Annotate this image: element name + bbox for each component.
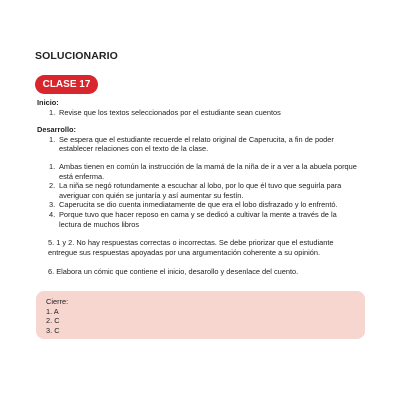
cierre-content [46,297,68,335]
desarrollo-section [37,125,367,154]
answer-number: 4. [49,209,56,219]
answer-text: Caperucita se dio cuenta inmediatamente de que era el lobo disfrazado y lo enfrentó. [59,200,338,210]
answer-number: 1. [49,162,56,171]
cierre-item: 3. C [46,325,60,335]
answers-list [48,162,358,229]
cierre-box [36,291,365,339]
list-item-text: Revise que los textos seleccionados por el estudiante sean cuentos [59,107,281,117]
answer-text: Porque tuvo que hacer reposo en cama y se dedicó a cultivar la mente a través de la lectura de muchos libros [59,209,337,229]
answer-item [48,200,358,210]
list-item-number: 1. [49,107,56,117]
answer-number: 3. [49,200,56,210]
inicio-heading: Inicio: [37,98,59,107]
cierre-item: 2. C [46,316,60,326]
answer-text: Ambas tienen en común la instrucción de la mamá de la niña de ir a ver a la abuela porque está enferma. [59,162,357,181]
answer-number: 2. [49,181,56,191]
page-title: SOLUCIONARIO [35,50,118,62]
list-item-number: 1. [49,134,56,144]
answer-item [48,181,358,200]
answer-item [48,210,358,229]
list-item [37,135,367,154]
answer-text: La niña se negó rotundamente a escuchar al lobo, por lo que él tuvo que seguirla para averiguar con quién se juntaría y así aumentar su festín. [59,181,342,200]
cierre-item: 1. A [46,306,59,316]
list-item-text: Se espera que el estudiante recuerde el relato original de Caperucita, a fin de poder establecer relaciones con el texto de la clase. [59,134,334,154]
answer-5: 5. 1 y 2. No hay respuestas correctas o incorrectas. Se debe priorizar que el estudiante entregue sus respuestas apoyadas por una argumentación coherente a su opinión. [48,238,334,257]
inicio-section [37,98,367,117]
class-badge: CLASE 17 [35,75,98,94]
cierre-heading: Cierre: [46,297,69,306]
answer-item [48,162,358,181]
desarrollo-heading: Desarrollo: [37,125,77,134]
list-item [37,108,367,118]
answer-6: 6. Elabora un cómic que contiene el inicio, desarollo y desenlace del cuento. [48,267,299,276]
